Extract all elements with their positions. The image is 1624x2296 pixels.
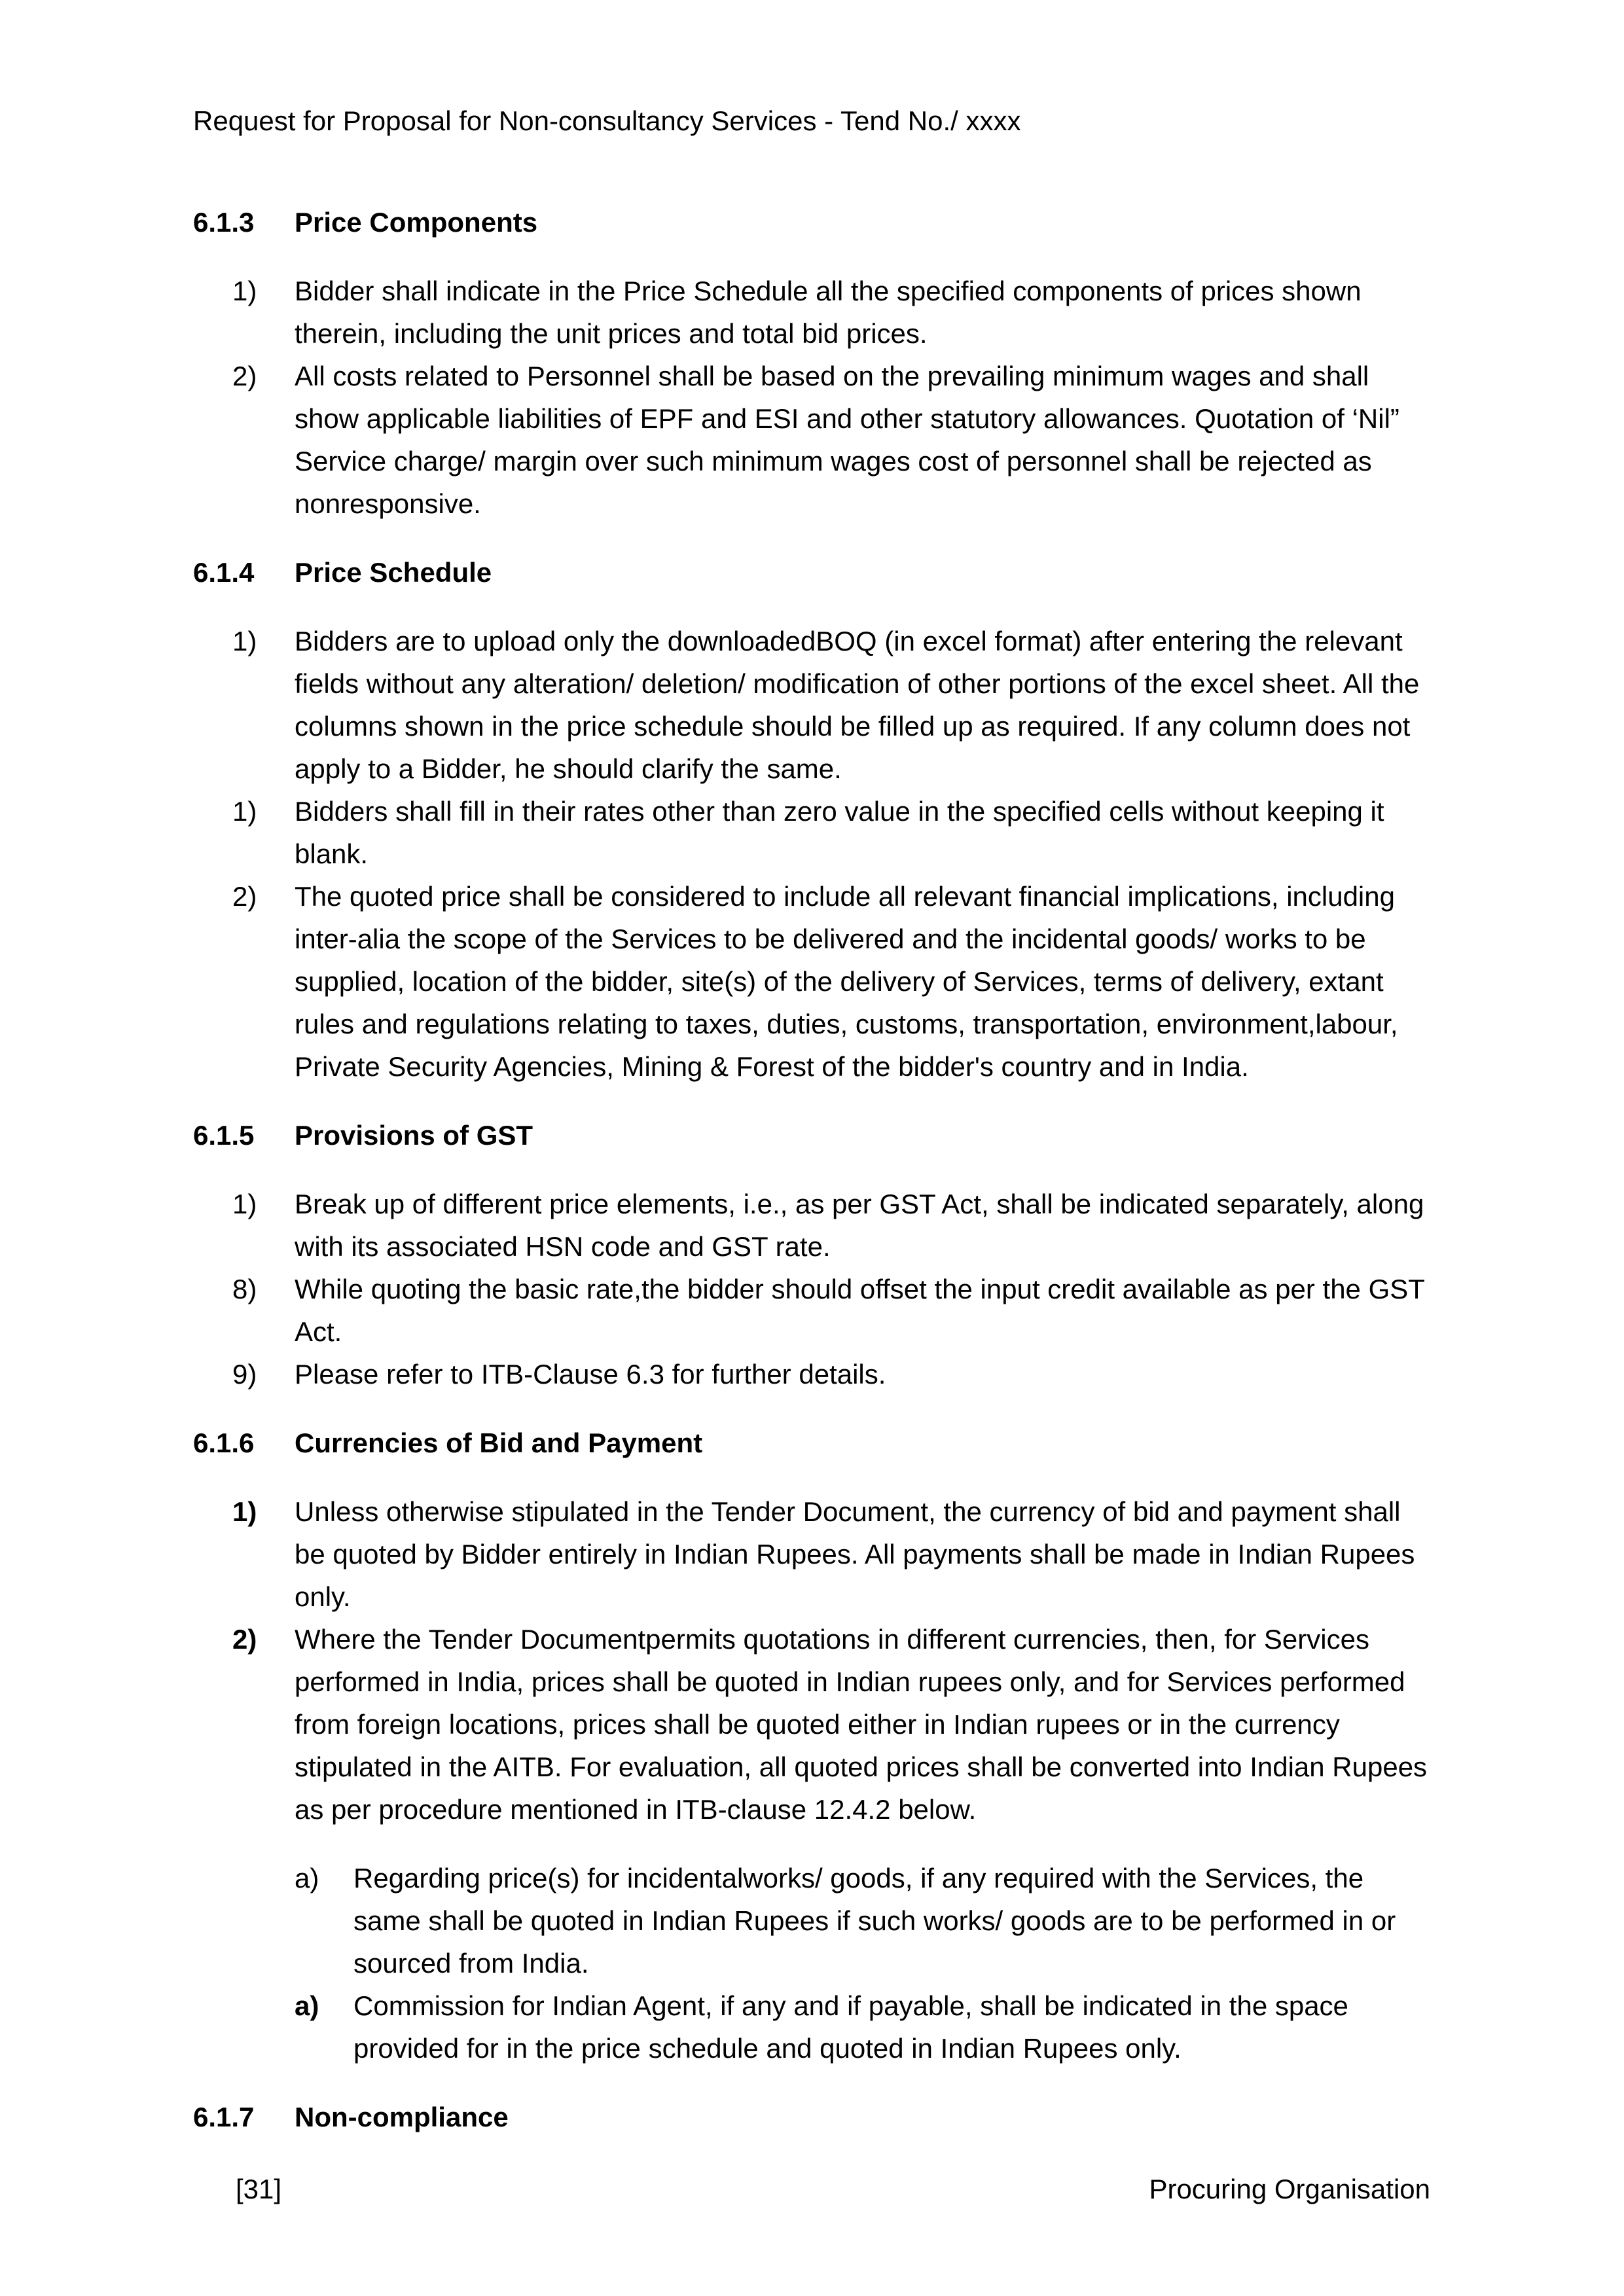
list-item-body [295,620,1430,790]
list-item-marker: 1) [232,1189,257,1219]
list-item-text: All costs related to Personnel shall be based on the prevailing minimum wages and shall show applicable liabilities of EPF and ESI and other statutory allowances. Quotation of ‘Nil” Service charge/ margin over such minimum wages cost of personnel shall be rejected as nonresponsive. [295,361,1399,519]
list-item-text: The quoted price shall be considered to include all relevant financial implications, including inter-alia the scope of the Services to be delivered and the incidental goods/ works to be supplied, location of the bidder, site(s) of the delivery of Services, terms of delivery, extant rules and regulations relating to taxes, duties, customs, transportation, environment,labour, Private Security Agencies, Mining & Forest of the bidder's country and in India. [295,881,1398,1082]
section [193,1422,1430,2070]
section-heading [193,1114,1430,1157]
section-title: Currencies of Bid and Payment [295,1427,703,1458]
section [193,2096,1430,2138]
list-item-text: While quoting the basic rate,the bidder should offset the input credit available as per the GST Act. [295,1274,1425,1347]
list-item-marker: 2) [232,361,257,391]
list-item-body [295,1183,1430,1268]
section-title: Price Components [295,207,538,238]
list-item-text: Unless otherwise stipulated in the Tender Document, the currency of bid and payment shall be quoted by Bidder entirely in Indian Rupees. All payments shall be made in Indian Rupees only. [295,1496,1415,1612]
list-item [232,790,1430,875]
list-item-body [295,790,1430,875]
sub-list-item [295,1984,1430,2070]
list-item [232,620,1430,790]
list-item-body [295,875,1430,1088]
sub-item-marker: a) [295,1990,319,2021]
list-item [232,1353,1430,1395]
list-item-text: Break up of different price elements, i.e., as per GST Act, shall be indicated separately, along with its associated HSN code and GST rate. [295,1189,1424,1262]
list-item-marker: 1) [232,626,257,656]
section-title: Non-compliance [295,2102,509,2132]
list-item-text: Bidders shall fill in their rates other than zero value in the specified cells without keeping it blank. [295,796,1384,869]
list-item [232,1618,1430,2070]
list-item-body [295,1268,1430,1353]
sub-item-list [295,1857,1430,2070]
page-number: [31] [236,2174,282,2204]
page-footer [193,2168,1430,2210]
section-heading [193,201,1430,243]
list-item-body [295,1618,1430,2070]
section-heading [193,1422,1430,1464]
list-item-marker: 1) [232,276,257,306]
section-title: Price Schedule [295,557,492,588]
page-header: Request for Proposal for Non-consultancy Services - Tend No./ xxxx [193,105,1021,136]
section-number: 6.1.7 [193,2102,255,2132]
list-item-marker: 2) [232,881,257,912]
section-item-list [193,270,1430,525]
list-item-body [295,1490,1430,1618]
list-item-body [295,355,1430,525]
list-item [232,270,1430,355]
list-item [232,875,1430,1088]
list-item [232,1183,1430,1268]
list-item-text: Bidder shall indicate in the Price Schedule all the specified components of prices shown therein, including the unit prices and total bid prices. [295,276,1362,349]
list-item-text: Please refer to ITB-Clause 6.3 for further details. [295,1359,886,1390]
list-item-text: Where the Tender Documentpermits quotations in different currencies, then, for Services performed in India, prices shall be quoted in Indian rupees only, and for Services performed from foreign locations, prices shall be quoted either in Indian rupees or in the currency stipulated in the AITB. For evaluation, all quoted prices shall be converted into Indian Rupees as per procedure mentioned in ITB-clause 12.4.2 below. [295,1624,1428,1825]
section-item-list [193,620,1430,1088]
sub-item-marker: a) [295,1863,319,1893]
section [193,551,1430,1088]
list-item-marker: 2) [232,1624,257,1655]
list-item-marker: 1) [232,796,257,827]
list-item-body [295,1353,1430,1395]
section-number: 6.1.3 [193,207,255,238]
section-title: Provisions of GST [295,1120,533,1151]
section-heading [193,2096,1430,2138]
section-number: 6.1.6 [193,1427,255,1458]
section-number: 6.1.4 [193,557,255,588]
list-item-text: Bidders are to upload only the downloadedBOQ (in excel format) after entering the relevant fields without any alteration/ deletion/ modification of other portions of the excel sheet. All the columns shown in the price schedule should be filled up as required. If any column does not apply to a Bidder, he should clarify the same. [295,626,1420,784]
list-item-marker: 9) [232,1359,257,1390]
section [193,1114,1430,1395]
list-item-marker: 1) [232,1496,257,1527]
section-number: 6.1.5 [193,1120,255,1151]
section-item-list [193,1183,1430,1395]
footer-organisation-label: Procuring Organisation [1149,2174,1430,2204]
list-item-body [295,270,1430,355]
section-heading [193,551,1430,594]
list-item [232,1490,1430,1618]
list-item-marker: 8) [232,1274,257,1304]
sub-item-text: Regarding price(s) for incidentalworks/ goods, if any required with the Services, the same shall be quoted in Indian Rupees if such works/ goods are to be performed in or sourced from India. [353,1863,1396,1979]
list-item [232,355,1430,525]
section-item-list [193,1490,1430,2070]
sub-list-item [295,1857,1430,1984]
section [193,201,1430,525]
document-body [193,175,1430,2164]
sub-item-text: Commission for Indian Agent, if any and if payable, shall be indicated in the space provided for in the price schedule and quoted in Indian Rupees only. [353,1990,1348,2064]
list-item [232,1268,1430,1353]
